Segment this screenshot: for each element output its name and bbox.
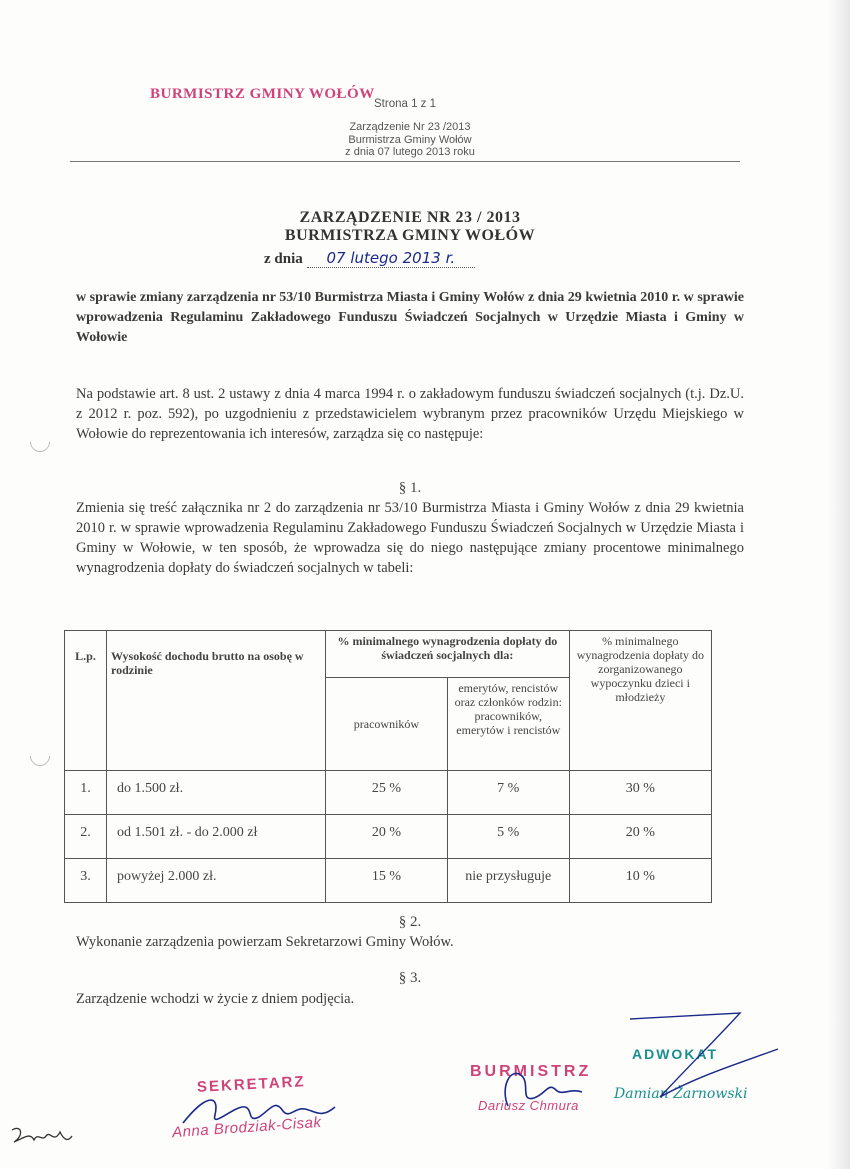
punch-hole — [26, 742, 54, 770]
cell-income: od 1.501 zł. - do 2.000 zł — [106, 815, 325, 859]
lawyer-stamp-title: ADWOKAT — [632, 1046, 719, 1062]
allowance-table — [64, 630, 712, 903]
cell-income: powyżej 2.000 zł. — [106, 859, 325, 903]
section-3-text: Zarządzenie wchodzi w życie z dniem podjęcia. — [76, 991, 355, 1007]
mayor-stamp-name: Dariusz Chmura — [478, 1098, 579, 1113]
lawyer-stamp-name: Damian Żarnowski — [614, 1086, 748, 1102]
cell-employees: 20 % — [326, 815, 448, 859]
reference-line: Zarządzenie Nr 23 /2013 — [349, 121, 471, 133]
cell-retirees: 5 % — [447, 815, 569, 859]
header-divider — [70, 161, 740, 162]
cell-lp: 2. — [65, 815, 107, 859]
cell-holiday: 10 % — [569, 859, 711, 903]
title-line: ZARZĄDZENIE NR 23 / 2013 — [299, 209, 521, 226]
table-row — [65, 815, 712, 859]
document-title — [200, 209, 620, 245]
reference-line: z dnia 07 lutego 2013 roku — [345, 146, 475, 158]
cell-retirees: nie przysługuje — [447, 859, 569, 903]
header-holiday: % minimalnego wynagrodzenia dopłaty do zorganizowanego wypoczynku dzieci i młodzieży — [569, 631, 711, 771]
cell-employees: 25 % — [326, 771, 448, 815]
cell-retirees: 7 % — [447, 771, 569, 815]
header-lp: L.p. — [65, 631, 107, 771]
cell-holiday: 30 % — [569, 771, 711, 815]
mayor-signature-icon — [490, 1058, 590, 1113]
secretary-stamp-name: Anna Brodziak-Cisak — [171, 1113, 322, 1142]
cell-employees: 15 % — [326, 859, 448, 903]
title-date — [264, 249, 475, 268]
header-retirees: emerytów, rencistów oraz członków rodzin: pracowników, emerytów i rencistów — [447, 678, 569, 771]
punch-hole — [26, 428, 54, 456]
section-1-text: Zmienia się treść załącznika nr 2 do zarządzenia nr 53/10 Burmistrza Miasta i Gminy Wołów z dnia 29 kwietnia 2010 r. w sprawie wprowadzenia Regulaminu Zakładowego Funduszu Świadczeń Socjalnych w Urzędzie Miasta i Gminy w Wołowie, w ten sposób, że wprowadza się do niego następujące zmiany procentowe minimalnego wynagrodzenia dopłaty do świadczeń socjalnych w tabeli: — [76, 500, 744, 576]
secretary-stamp-title: SEKRETARZ — [196, 1073, 306, 1096]
section-3-mark: § 3. — [398, 970, 422, 986]
office-stamp: BURMISTRZ GMINY WOŁÓW — [150, 86, 375, 102]
scan-shadow — [828, 0, 850, 1169]
header-employees: pracowników — [326, 678, 448, 771]
date-prefix: z dnia — [264, 251, 303, 267]
title-line: BURMISTRZA GMINY WOŁÓW — [284, 227, 536, 244]
mayor-stamp-title: BURMISTRZ — [470, 1063, 592, 1080]
secretary-signature-icon — [175, 1085, 355, 1130]
section-2-mark: § 2. — [398, 914, 422, 930]
page-number: Strona 1 z 1 — [374, 98, 437, 110]
preamble-text: Na podstawie art. 8 ust. 2 ustawy z dnia 4 marca 1994 r. o zakładowym funduszu świadczeń socjalnych (t.j. Dz.U. z 2012 r. poz. 592), po uzgodnieniu z przedstawicielem wybranym przez pracowników Urzędu Miejskiego w Wołowie do reprezentowania ich interesów, zarządza się co następuje: — [76, 386, 744, 442]
section-2-text: Wykonanie zarządzenia powierzam Sekretarzowi Gminy Wołów. — [76, 934, 454, 950]
handwritten-date: 07 lutego 2013 r. — [307, 249, 476, 268]
table-row — [65, 859, 712, 903]
reference-block — [300, 121, 520, 159]
cell-income: do 1.500 zł. — [106, 771, 325, 815]
subject-text: w sprawie zmiany zarządzenia nr 53/10 Burmistrza Miasta i Gminy Wołów z dnia 29 kwietnia 2010 r. w sprawie wprowadzenia Regulaminu Zakładowego Funduszu Świadczeń Socjalnych w Urzędzie Miasta i Gminy w Wołowie — [76, 290, 744, 345]
initials-mark-icon — [8, 1122, 78, 1152]
cell-holiday: 20 % — [569, 815, 711, 859]
section-1-mark: § 1. — [398, 480, 422, 496]
cell-lp: 1. — [65, 771, 107, 815]
header-income: Wysokość dochodu brutto na osobę w rodzinie — [106, 631, 325, 771]
lawyer-signature-icon — [600, 1005, 790, 1115]
reference-line: Burmistrza Gminy Wołów — [348, 133, 472, 146]
header-group: % minimalnego wynagrodzenia dopłaty do świadczeń socjalnych dla: — [326, 631, 570, 678]
table-row — [65, 771, 712, 815]
cell-lp: 3. — [65, 859, 107, 903]
